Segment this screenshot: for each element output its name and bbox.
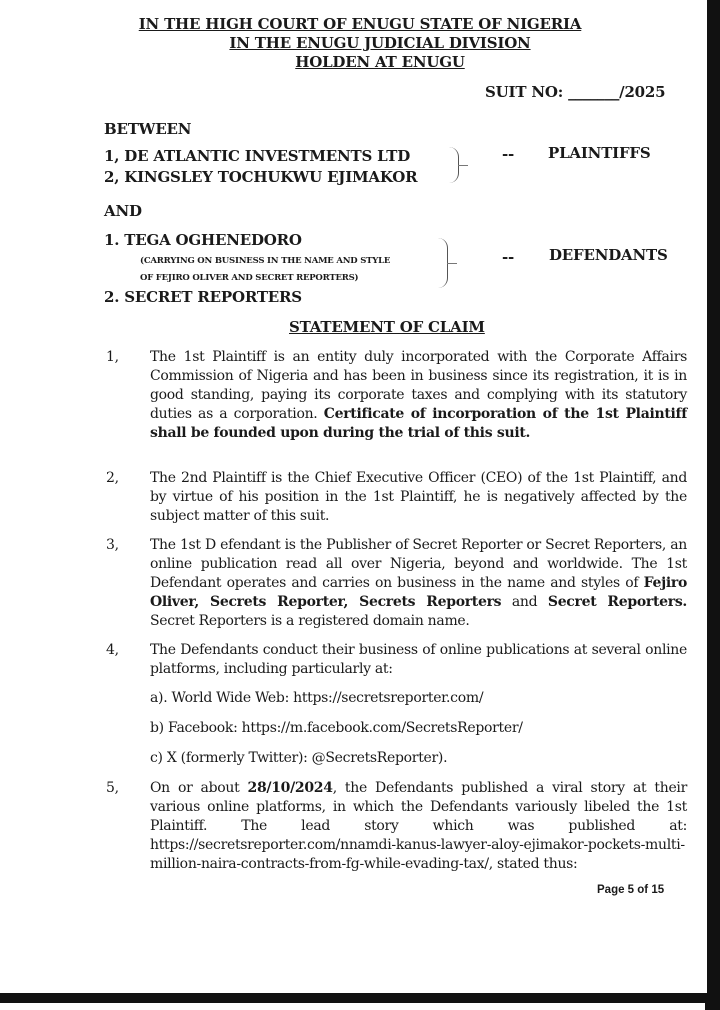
- paragraph-1: [106, 348, 687, 443]
- defendant-1-note-2: OF FEJIRO OLIVER AND SECRET REPORTERS): [140, 273, 359, 283]
- paragraph-4: [106, 641, 687, 679]
- suit-number: [485, 83, 665, 101]
- paragraph-2-number: 2,: [106, 470, 119, 486]
- platform-web: a). World Wide Web: https://secretsreporter.com/: [150, 690, 484, 706]
- paragraph-5-date: 28/10/2024: [247, 780, 333, 796]
- division-title: IN THE ENUGU JUDICIAL DIVISION: [229, 34, 531, 52]
- defendants-brace: [437, 238, 448, 288]
- paragraph-4-text: The Defendants conduct their business of online publications at several online platforms, including particularly at:: [150, 642, 687, 677]
- paragraph-3: [106, 536, 687, 631]
- paragraph-4-number: 4,: [106, 642, 119, 658]
- paragraph-5-number: 5,: [106, 780, 119, 796]
- paragraph-5-text-1: On or about: [150, 780, 248, 796]
- suit-blank: _______: [568, 83, 620, 101]
- page-number: Page 5 of 15: [597, 884, 665, 896]
- suit-year: /2025: [619, 83, 666, 101]
- paragraph-3-text-2: and: [501, 594, 548, 610]
- paragraph-5-text-2: , the Defendants published a viral story at their various online platforms, in which the Defendants variously libeled the 1st Plaintiff. The lead story which was published at: https://secretsreporter.com/nnamdi-kanus-lawyer-aloy-ejimakor-pockets-multi-million-naira-contracts-from-fg-while-evading-tax/, stated thus:: [150, 780, 688, 872]
- scan-edge-right: [707, 0, 720, 1010]
- document-title: STATEMENT OF CLAIM: [289, 318, 485, 336]
- scan-edge-bottom-strip: [0, 1003, 705, 1010]
- paragraph-5: [106, 779, 688, 874]
- plaintiffs-brace: [448, 147, 459, 183]
- claim-body: [0, 348, 707, 896]
- plaintiffs-dash: --: [502, 145, 515, 163]
- holden-title: HOLDEN AT ENUGU: [295, 53, 465, 71]
- paragraph-1-bold: Certificate of incorporation of the 1st Plaintiff shall be founded upon during the trial of this suit.: [150, 406, 687, 441]
- defendant-1-note-1: (CARRYING ON BUSINESS IN THE NAME AND STYLE: [140, 256, 391, 266]
- paragraph-2: [106, 469, 687, 526]
- platform-x: c) X (formerly Twitter): @SecretsReporter).: [150, 750, 448, 766]
- paragraph-1-number: 1,: [106, 349, 119, 365]
- paragraph-1-text: The 1st Plaintiff is an entity duly incorporated with the Corporate Affairs Commission of Nigeria and has been in business since its registration, it is in good standing, paying its corporate taxes and complying with its statutory duties as a corporation.: [150, 349, 687, 422]
- paragraph-3-text-3: Secret Reporters is a registered domain name.: [150, 613, 470, 629]
- plaintiffs-role: PLAINTIFFS: [548, 144, 651, 162]
- defendants-role: DEFENDANTS: [549, 246, 668, 264]
- defendant-2: 2. SECRET REPORTERS: [104, 288, 302, 306]
- between-label: BETWEEN: [104, 120, 192, 138]
- paragraph-3-number: 3,: [106, 537, 119, 553]
- platform-facebook: b) Facebook: https://m.facebook.com/SecretsReporter/: [150, 720, 523, 736]
- court-title: IN THE HIGH COURT OF ENUGU STATE OF NIGERIA: [138, 15, 582, 33]
- suit-label: SUIT NO:: [485, 83, 564, 101]
- paragraph-2-text: The 2nd Plaintiff is the Chief Executive Officer (CEO) of the 1st Plaintiff, and by virtue of his position in the 1st Plaintiff, he is negatively affected by the subject matter of this suit.: [150, 470, 687, 524]
- paragraph-3-bold-1: Fejiro Oliver, Secrets Reporter, Secrets Reporters: [150, 575, 687, 610]
- and-label: AND: [104, 202, 142, 220]
- paragraph-3-bold-2: Secret Reporters.: [547, 594, 687, 610]
- plaintiff-2: 2, KINGSLEY TOCHUKWU EJIMAKOR: [104, 168, 418, 186]
- paragraph-3-text-1: The 1st D efendant is the Publisher of Secret Reporter or Secret Reporters, an online publication read all over Nigeria, beyond and worldwide. The 1st Defendant operates and carries on business in the name and styles of: [150, 537, 687, 591]
- plaintiff-1: 1, DE ATLANTIC INVESTMENTS LTD: [104, 147, 411, 165]
- defendants-dash: --: [502, 248, 515, 266]
- defendant-1: 1. TEGA OGHENEDORO: [104, 231, 302, 249]
